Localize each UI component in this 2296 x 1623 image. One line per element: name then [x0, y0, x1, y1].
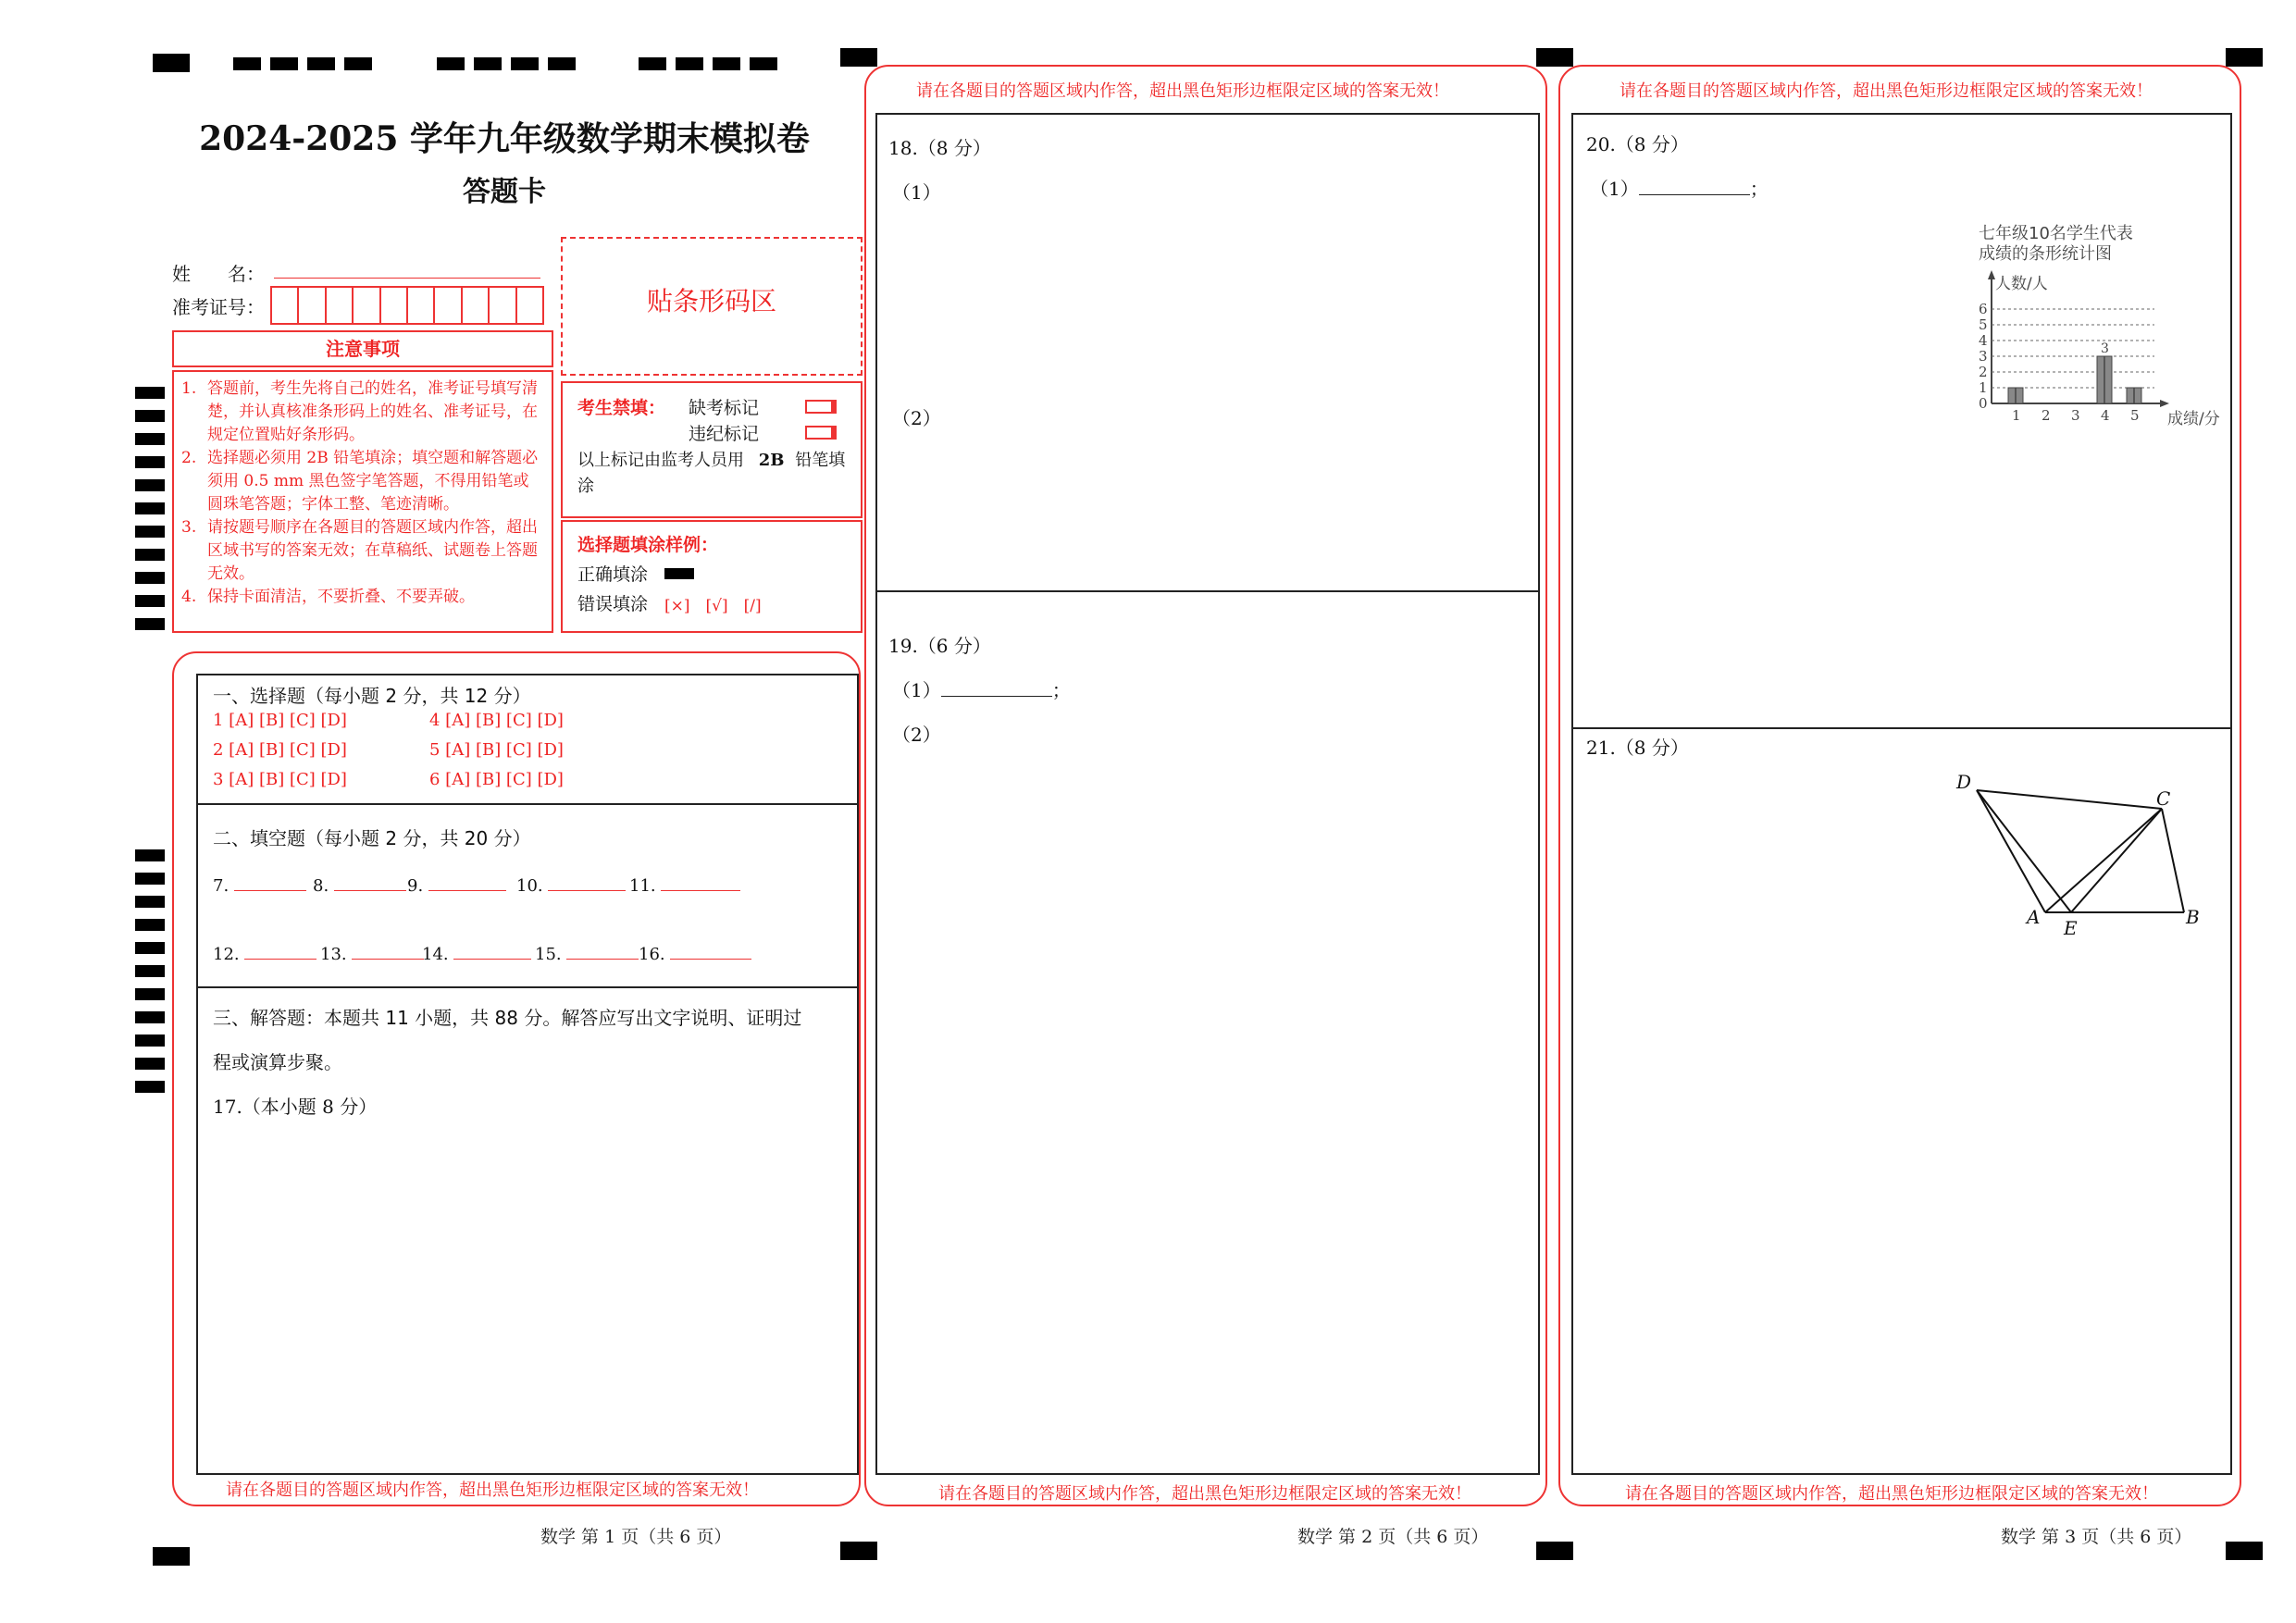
- x-axis-arrow: [2160, 400, 2169, 407]
- notice-list: [181, 378, 544, 609]
- notice-text: 选择题必须用 2B 铅笔填涂；填空题和解答题必须用 0.5 mm 黑色签字笔答题，不得用铅笔或圆珠笔答题；字体工整、笔迹清晰。: [207, 449, 539, 514]
- q19-part1[interactable]: [892, 675, 1071, 702]
- timing-mark: [135, 849, 165, 861]
- y-axis-label: 人数/人: [1995, 275, 2048, 293]
- notice-num: 1.: [181, 379, 197, 398]
- absent-checkbox[interactable]: [805, 400, 837, 414]
- fill-blank-16[interactable]: [639, 942, 751, 964]
- q20-title: 20.（8 分）: [1586, 133, 1689, 155]
- point-label-D: D: [1956, 771, 1972, 793]
- chart-title-line1: 七年级10名学生代表: [1979, 224, 2133, 243]
- id-digit-box[interactable]: [435, 288, 462, 323]
- y-axis-arrow: [1988, 270, 1995, 279]
- timing-mark: [135, 572, 165, 584]
- timing-mark: [135, 965, 165, 977]
- timing-mark: [135, 618, 165, 630]
- id-label: 准考证号：: [172, 296, 265, 318]
- name-label: 姓 名：: [172, 263, 265, 285]
- absent-label: 缺考标记: [689, 398, 760, 418]
- q18-q19-divider: [875, 590, 1538, 592]
- q18-part1: （1）: [892, 181, 941, 204]
- q19-part1-label: （1）: [892, 679, 941, 701]
- timing-mark: [135, 942, 165, 954]
- fill-num-7: 7.: [213, 876, 230, 896]
- notice-num: 4.: [181, 588, 197, 606]
- forbidden-note-bold: 2B: [758, 451, 785, 470]
- y-tick-label: 1: [1979, 379, 1988, 396]
- x-tick-label: 3: [2071, 407, 2080, 424]
- warning-col3-top: 请在各题目的答题区域内作答，超出黑色矩形边框限定区域的答案无效！: [1620, 81, 2153, 101]
- notice-num: 2.: [181, 449, 197, 467]
- fill-num-12: 12.: [213, 945, 240, 964]
- sample-title: 选择题填涂样例：: [577, 535, 719, 555]
- fill-num-13: 13.: [320, 945, 347, 964]
- bar-chart: [1962, 218, 2220, 440]
- fill-blank-9[interactable]: [407, 873, 506, 896]
- timing-mark: [135, 595, 165, 607]
- notice-item: [181, 586, 544, 609]
- name-field[interactable]: [274, 278, 540, 279]
- footer-page-3: 数学 第 3 页（共 6 页）: [2001, 1527, 2192, 1547]
- chart-title-line2: 成绩的条形统计图: [1979, 244, 2112, 264]
- id-digit-box[interactable]: [463, 288, 490, 323]
- sample-correct-label: 正确填涂: [577, 564, 649, 585]
- segment-DE: [1977, 790, 2071, 912]
- section1-title: 一、选择题（每小题 2 分，共 12 分）: [213, 685, 531, 707]
- q20-part1[interactable]: [1590, 174, 1769, 201]
- timing-mark: [135, 873, 165, 885]
- fill-blank-15[interactable]: [535, 942, 639, 964]
- sample-wrong-marks: [×] [√] [/]: [664, 597, 762, 615]
- q17-answer-area[interactable]: [198, 1123, 853, 1468]
- fill-blank-12[interactable]: [213, 942, 316, 964]
- fill-num-15: 15.: [535, 945, 562, 964]
- choice-row-6[interactable]: 6 [A] [B] [C] [D]: [429, 770, 564, 789]
- forbidden-note: [577, 448, 851, 500]
- segment-DA: [1977, 790, 2045, 912]
- q20-q21-divider: [1571, 727, 2230, 729]
- point-label-B: B: [2186, 906, 2200, 928]
- timing-mark: [135, 919, 165, 931]
- timing-mark: [135, 1035, 165, 1047]
- page-subtitle: 答题卡: [463, 176, 546, 208]
- timing-mark: [135, 479, 165, 491]
- x-tick-label: 4: [2101, 407, 2110, 424]
- timing-mark: [135, 1058, 165, 1070]
- id-digit-box[interactable]: [272, 288, 299, 323]
- violation-label: 违纪标记: [689, 424, 760, 444]
- id-digit-box[interactable]: [354, 288, 380, 323]
- point-label-C: C: [2156, 787, 2171, 810]
- id-digit-box[interactable]: [490, 288, 516, 323]
- forbidden-title: 考生禁填：: [577, 398, 666, 418]
- fill-num-11: 11.: [629, 876, 656, 896]
- warning-col3-bottom: 请在各题目的答题区域内作答，超出黑色矩形边框限定区域的答案无效！: [1625, 1484, 2158, 1504]
- fill-num-10: 10.: [516, 876, 543, 896]
- y-tick-label: 0: [1979, 395, 1988, 412]
- section1-divider: [196, 803, 857, 805]
- q19-title: 19.（6 分）: [888, 635, 991, 657]
- timing-mark: [135, 549, 165, 561]
- fill-blank-13[interactable]: [320, 942, 424, 964]
- q20-part1-label: （1）: [1590, 178, 1639, 200]
- q18-part2: （2）: [892, 407, 941, 429]
- section2-divider: [196, 986, 857, 988]
- id-field[interactable]: [270, 286, 544, 325]
- fill-blank-8[interactable]: [313, 873, 406, 896]
- sample-correct-mark: [664, 568, 694, 579]
- choice-row-4[interactable]: 4 [A] [B] [C] [D]: [429, 711, 564, 730]
- page-title: 2024-2025 学年九年级数学期末模拟卷: [199, 119, 810, 158]
- timing-mark: [135, 1011, 165, 1023]
- choice-row-5[interactable]: 5 [A] [B] [C] [D]: [429, 740, 564, 760]
- y-tick-label: 2: [1979, 364, 1988, 380]
- x-tick-label: 1: [2012, 407, 2021, 424]
- fill-num-8: 8.: [313, 876, 329, 896]
- fill-blank-11[interactable]: [629, 873, 740, 896]
- notice-text: 请按题号顺序在各题目的答题区域内作答，超出区域书写的答案无效；在草稿纸、试题卷上答题无效。: [207, 518, 538, 583]
- x-tick-label: 2: [2042, 407, 2051, 424]
- timing-mark: [135, 433, 165, 445]
- timing-mark: [135, 896, 165, 908]
- notice-num: 3.: [181, 518, 197, 537]
- fill-blank-10[interactable]: [516, 873, 626, 896]
- timing-mark: [135, 988, 165, 1000]
- notice-text: 保持卡面清洁，不要折叠、不要弄破。: [207, 588, 475, 606]
- notice-box: [172, 370, 553, 633]
- notice-item: [181, 516, 544, 586]
- timing-mark: [135, 502, 165, 514]
- q17-title: 17.（本小题 8 分）: [213, 1096, 378, 1118]
- forbidden-note-text: 以上标记由监考人员用: [577, 451, 744, 470]
- fill-num-9: 9.: [407, 876, 424, 896]
- fill-num-14: 14.: [422, 945, 449, 964]
- footer-page-2: 数学 第 2 页（共 6 页）: [1297, 1527, 1489, 1547]
- timing-mark: [135, 1081, 165, 1093]
- choice-row-3[interactable]: 3 [A] [B] [C] [D]: [213, 770, 347, 789]
- footer-page-1: 数学 第 1 页（共 6 页）: [540, 1527, 732, 1547]
- notice-title: 注意事项: [326, 338, 400, 360]
- data-label: 3: [2101, 341, 2109, 356]
- barcode-area: [561, 237, 863, 376]
- y-tick-label: 3: [1979, 348, 1988, 365]
- x-axis-label: 成绩/分: [2167, 410, 2220, 428]
- segment-DC: [1977, 790, 2162, 809]
- section3-line2: 程或演算步聚。: [213, 1051, 342, 1073]
- choice-row-1[interactable]: 1 [A] [B] [C] [D]: [213, 711, 347, 730]
- notice-item: [181, 447, 544, 516]
- q19-part1-end: ；: [1051, 679, 1071, 701]
- q18-title: 18.（8 分）: [888, 137, 991, 159]
- forbidden-note-end: 铅笔填涂: [577, 451, 846, 496]
- id-digit-box[interactable]: [299, 288, 326, 323]
- sample-wrong-label: 错误填涂: [577, 594, 649, 614]
- timing-mark: [135, 456, 165, 468]
- id-digit-box[interactable]: [381, 288, 408, 323]
- forbidden-box: [561, 381, 863, 518]
- fill-blank-14[interactable]: [422, 942, 531, 964]
- fill-num-16: 16.: [639, 945, 665, 964]
- q20-part1-end: ；: [1749, 178, 1769, 200]
- y-tick-label: 5: [1979, 316, 1988, 333]
- id-digit-box[interactable]: [327, 288, 354, 323]
- timing-mark: [135, 410, 165, 422]
- q21-title: 21.（8 分）: [1586, 737, 1689, 759]
- warning-col2-bottom: 请在各题目的答题区域内作答，超出黑色矩形边框限定区域的答案无效！: [938, 1484, 1471, 1504]
- choice-row-2[interactable]: 2 [A] [B] [C] [D]: [213, 740, 347, 760]
- section2-title: 二、填空题（每小题 2 分，共 20 分）: [213, 827, 531, 849]
- timing-mark: [135, 387, 165, 399]
- point-label-E: E: [2064, 917, 2078, 939]
- timing-mark: [135, 526, 165, 538]
- warning-col1-bottom: 请在各题目的答题区域内作答，超出黑色矩形边框限定区域的答案无效！: [226, 1481, 759, 1500]
- barcode-label: 贴条形码区: [646, 286, 776, 316]
- segment-EC: [2071, 809, 2162, 912]
- section3-line1: 三、解答题：本题共 11 小题，共 88 分。解答应写出文字说明、证明过: [213, 1007, 802, 1029]
- q20-answer-area[interactable]: [1573, 205, 1947, 724]
- segment-CB: [2162, 809, 2184, 912]
- id-digit-box[interactable]: [517, 288, 542, 323]
- y-tick-label: 6: [1979, 301, 1988, 317]
- geometry-figure: [1934, 768, 2212, 944]
- warning-col2-top: 请在各题目的答题区域内作答，超出黑色矩形边框限定区域的答案无效！: [916, 81, 1449, 101]
- y-tick-label: 4: [1979, 332, 1988, 349]
- notice-title-box: [172, 330, 553, 367]
- notice-text: 答题前，考生先将自己的姓名，准考证号填写清楚，并认真核准条形码上的姓名、准考证号，在规定位置贴好条形码。: [207, 379, 538, 444]
- id-digit-box[interactable]: [408, 288, 435, 323]
- q19-part2: （2）: [892, 724, 941, 746]
- q21-answer-area[interactable]: [1573, 953, 2227, 1468]
- q19-answer-area[interactable]: [877, 751, 1534, 1468]
- point-label-A: A: [2027, 906, 2041, 928]
- violation-checkbox[interactable]: [805, 426, 837, 440]
- notice-item: [181, 378, 544, 447]
- segment-AC: [2045, 809, 2162, 912]
- x-tick-label: 5: [2130, 407, 2140, 424]
- sample-box: [561, 520, 863, 633]
- q18-answer-area[interactable]: [877, 161, 1534, 587]
- fill-blank-7[interactable]: [213, 873, 306, 896]
